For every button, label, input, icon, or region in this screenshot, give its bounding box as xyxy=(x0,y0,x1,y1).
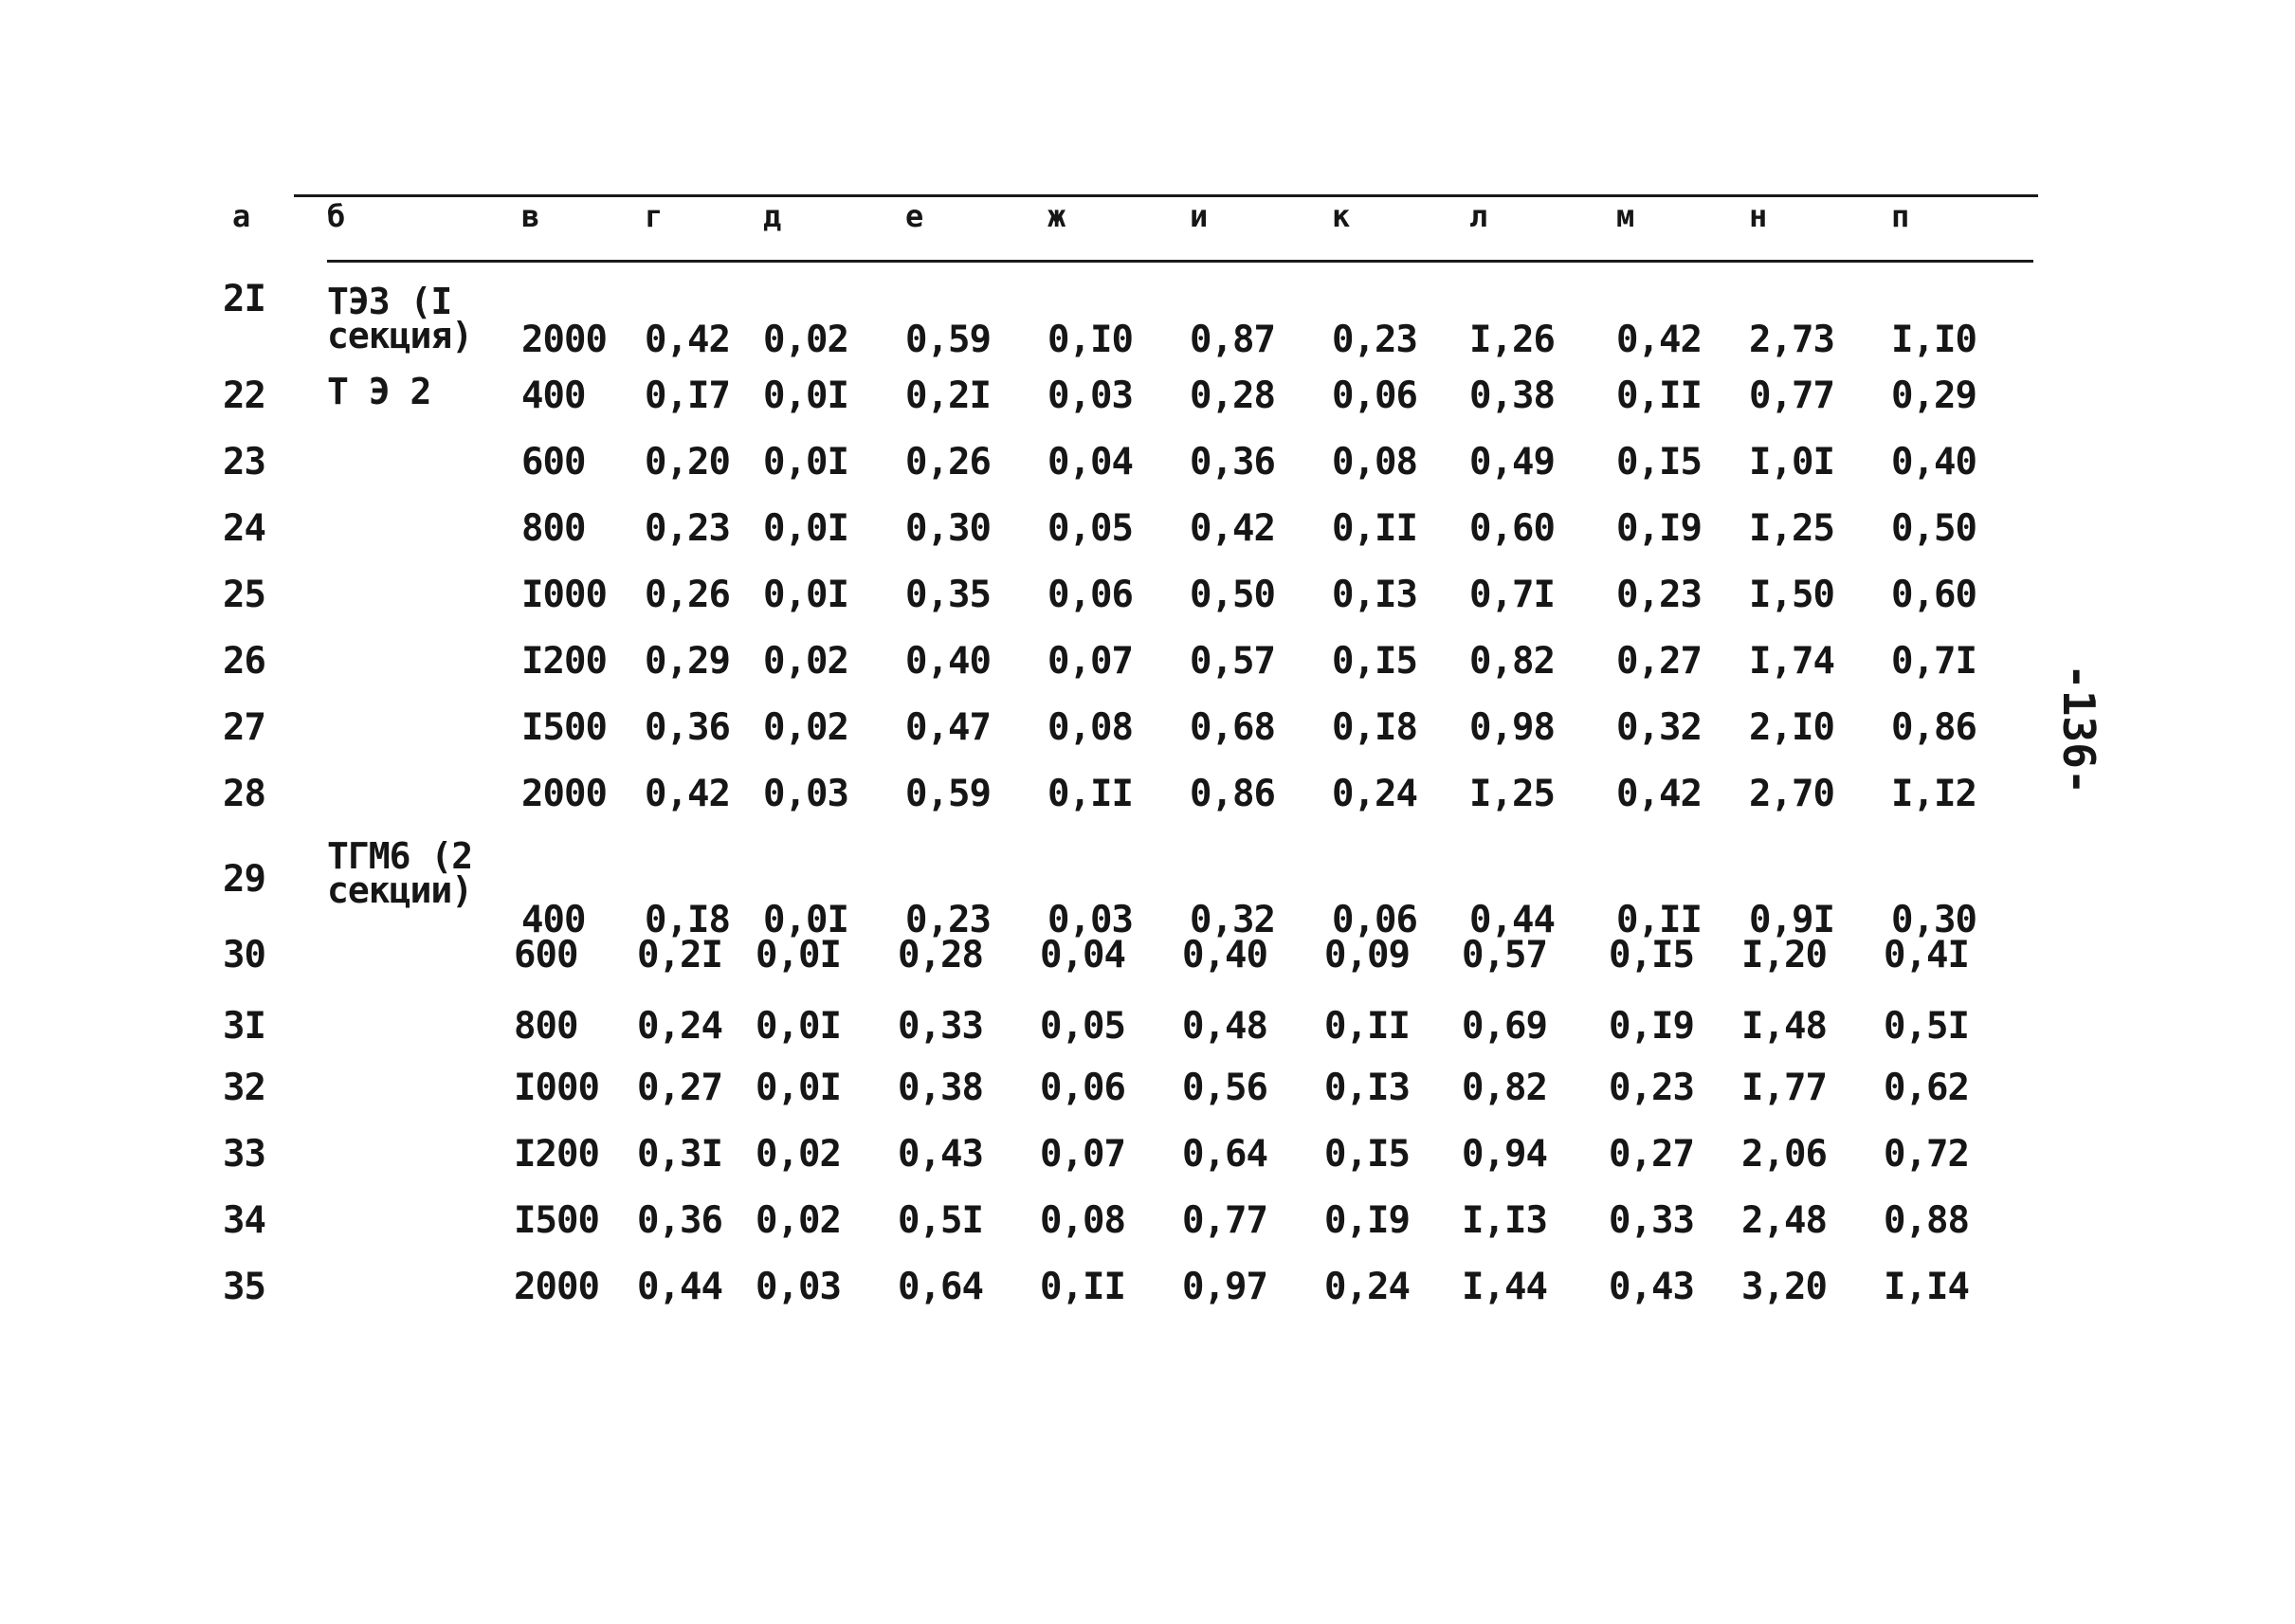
row-number: 24 xyxy=(223,507,265,550)
row-number: 29 xyxy=(223,858,265,901)
row-number: 25 xyxy=(223,574,265,616)
column-header-e: д xyxy=(763,198,781,234)
table-cell-e: 0,0I xyxy=(763,441,848,484)
table-cell-g: 0,03 xyxy=(1047,374,1133,417)
table-cell-l: 2,I0 xyxy=(1749,706,1834,749)
table-cell-f: 0,26 xyxy=(905,441,991,484)
table-cell-g: 0,06 xyxy=(1040,1067,1125,1109)
table-cell-j: I,25 xyxy=(1469,773,1555,815)
table-cell-h: 0,48 xyxy=(1182,1005,1267,1048)
table-cell-f: 0,59 xyxy=(905,773,991,815)
table-cell-d: 0,26 xyxy=(645,574,730,616)
table-cell-e: 0,0I xyxy=(756,934,841,976)
table-cell-c: 400 xyxy=(521,899,586,941)
table-cell-h: 0,64 xyxy=(1182,1133,1267,1176)
table-cell-g: 0,05 xyxy=(1047,507,1133,550)
table-cell-m: 0,30 xyxy=(1891,899,1976,941)
table-cell-f: 0,40 xyxy=(905,640,991,683)
table-cell-k: 0,I5 xyxy=(1616,441,1702,484)
table-cell-d: 0,3I xyxy=(637,1133,722,1176)
table-cell-h: 0,56 xyxy=(1182,1067,1267,1109)
table-cell-i: 0,I5 xyxy=(1324,1133,1410,1176)
table-cell-h: 0,28 xyxy=(1190,374,1275,417)
table-cell-m: 0,4I xyxy=(1884,934,1969,976)
table-cell-k: 0,43 xyxy=(1609,1266,1694,1308)
table-cell-m: I,I4 xyxy=(1884,1266,1969,1308)
table-cell-d: 0,I8 xyxy=(645,899,730,941)
table-cell-f: 0,43 xyxy=(898,1133,983,1176)
table-cell-i: 0,24 xyxy=(1324,1266,1410,1308)
table-cell-k: 0,II xyxy=(1616,899,1702,941)
table-cell-h: 0,50 xyxy=(1190,574,1275,616)
table-cell-d: 0,42 xyxy=(645,773,730,815)
table-top-rule xyxy=(294,194,2038,197)
table-cell-f: 0,5I xyxy=(898,1199,983,1242)
row-number: 32 xyxy=(223,1067,265,1109)
table-cell-e: 0,0I xyxy=(763,507,848,550)
table-cell-c: I200 xyxy=(514,1133,599,1176)
table-cell-d: 0,44 xyxy=(637,1266,722,1308)
table-cell-g: 0,07 xyxy=(1047,640,1133,683)
table-cell-d: 0,36 xyxy=(645,706,730,749)
table-cell-g: 0,08 xyxy=(1040,1199,1125,1242)
table-cell-h: 0,87 xyxy=(1190,319,1275,361)
table-cell-k: 0,23 xyxy=(1609,1067,1694,1109)
table-cell-c: 600 xyxy=(521,441,586,484)
table-cell-g: 0,I0 xyxy=(1047,319,1133,361)
table-cell-l: 2,06 xyxy=(1741,1133,1827,1176)
table-cell-l: 2,73 xyxy=(1749,319,1834,361)
table-cell-m: I,I0 xyxy=(1891,319,1976,361)
table-cell-k: 0,II xyxy=(1616,374,1702,417)
table-cell-j: 0,57 xyxy=(1462,934,1547,976)
table-cell-f: 0,47 xyxy=(905,706,991,749)
table-cell-k: 0,I5 xyxy=(1609,934,1694,976)
table-cell-e: 0,0I xyxy=(763,374,848,417)
column-header-c: в xyxy=(521,198,539,234)
table-cell-g: 0,06 xyxy=(1047,574,1133,616)
table-cell-l: I,20 xyxy=(1741,934,1827,976)
table-cell-e: 0,03 xyxy=(763,773,848,815)
column-header-m: п xyxy=(1891,198,1909,234)
table-cell-h: 0,36 xyxy=(1190,441,1275,484)
table-cell-i: 0,06 xyxy=(1332,899,1417,941)
table-cell-g: 0,II xyxy=(1047,773,1133,815)
table-cell-j: 0,44 xyxy=(1469,899,1555,941)
table-cell-h: 0,40 xyxy=(1182,934,1267,976)
row-number: 35 xyxy=(223,1266,265,1308)
table-cell-m: 0,5I xyxy=(1884,1005,1969,1048)
table-cell-c: I000 xyxy=(514,1067,599,1109)
table-cell-k: 0,I9 xyxy=(1609,1005,1694,1048)
table-cell-h: 0,68 xyxy=(1190,706,1275,749)
table-cell-l: 2,70 xyxy=(1749,773,1834,815)
table-cell-d: 0,I7 xyxy=(645,374,730,417)
table-cell-c: 600 xyxy=(514,934,578,976)
table-cell-f: 0,59 xyxy=(905,319,991,361)
table-cell-c: I500 xyxy=(514,1199,599,1242)
table-cell-g: 0,07 xyxy=(1040,1133,1125,1176)
table-cell-c: I500 xyxy=(521,706,607,749)
table-cell-m: 0,88 xyxy=(1884,1199,1969,1242)
table-cell-m: 0,72 xyxy=(1884,1133,1969,1176)
table-cell-i: 0,I8 xyxy=(1332,706,1417,749)
table-cell-e: 0,03 xyxy=(756,1266,841,1308)
table-cell-h: 0,77 xyxy=(1182,1199,1267,1242)
table-cell-f: 0,30 xyxy=(905,507,991,550)
table-cell-g: 0,04 xyxy=(1047,441,1133,484)
table-cell-j: 0,69 xyxy=(1462,1005,1547,1048)
row-number: 34 xyxy=(223,1199,265,1242)
table-cell-i: 0,I5 xyxy=(1332,640,1417,683)
table-cell-e: 0,0I xyxy=(756,1067,841,1109)
table-cell-c: 2000 xyxy=(521,773,607,815)
table-cell-f: 0,23 xyxy=(905,899,991,941)
table-cell-f: 0,64 xyxy=(898,1266,983,1308)
table-cell-d: 0,36 xyxy=(637,1199,722,1242)
row-number: 30 xyxy=(223,934,265,976)
table-cell-d: 0,2I xyxy=(637,934,722,976)
table-cell-i: 0,II xyxy=(1324,1005,1410,1048)
table-cell-k: 0,33 xyxy=(1609,1199,1694,1242)
table-header-rule xyxy=(327,260,2033,263)
row-number: 3I xyxy=(223,1005,265,1048)
table-cell-m: 0,50 xyxy=(1891,507,1976,550)
table-cell-d: 0,27 xyxy=(637,1067,722,1109)
table-cell-l: I,25 xyxy=(1749,507,1834,550)
table-cell-d: 0,20 xyxy=(645,441,730,484)
table-cell-e: 0,02 xyxy=(756,1133,841,1176)
table-cell-g: 0,05 xyxy=(1040,1005,1125,1048)
table-cell-i: 0,I3 xyxy=(1324,1067,1410,1109)
column-header-k: м xyxy=(1616,198,1634,234)
table-cell-j: 0,38 xyxy=(1469,374,1555,417)
table-cell-c: 2000 xyxy=(514,1266,599,1308)
table-cell-k: 0,42 xyxy=(1616,773,1702,815)
table-cell-j: I,26 xyxy=(1469,319,1555,361)
table-cell-i: 0,23 xyxy=(1332,319,1417,361)
table-cell-c: 800 xyxy=(521,507,586,550)
table-cell-h: 0,42 xyxy=(1190,507,1275,550)
column-header-j: л xyxy=(1469,198,1487,234)
table-cell-e: 0,02 xyxy=(763,640,848,683)
table-cell-i: 0,II xyxy=(1332,507,1417,550)
table-cell-k: 0,I9 xyxy=(1616,507,1702,550)
equipment-label: Т Э 2 xyxy=(327,371,431,412)
column-header-l: н xyxy=(1749,198,1767,234)
table-cell-h: 0,86 xyxy=(1190,773,1275,815)
table-cell-j: I,44 xyxy=(1462,1266,1547,1308)
row-number: 26 xyxy=(223,640,265,683)
column-header-g: ж xyxy=(1047,198,1066,234)
equipment-label: ТЭЗ (I секция) xyxy=(327,281,473,356)
table-cell-f: 0,28 xyxy=(898,934,983,976)
row-number: 22 xyxy=(223,374,265,417)
table-cell-m: 0,86 xyxy=(1891,706,1976,749)
table-cell-k: 0,23 xyxy=(1616,574,1702,616)
table-cell-j: 0,98 xyxy=(1469,706,1555,749)
table-cell-g: 0,II xyxy=(1040,1266,1125,1308)
table-cell-i: 0,I9 xyxy=(1324,1199,1410,1242)
table-cell-e: 0,0I xyxy=(763,574,848,616)
table-cell-d: 0,29 xyxy=(645,640,730,683)
table-cell-c: I200 xyxy=(521,640,607,683)
table-cell-e: 0,0I xyxy=(756,1005,841,1048)
row-number: 2I xyxy=(223,278,265,320)
row-number: 28 xyxy=(223,773,265,815)
table-cell-l: I,77 xyxy=(1741,1067,1827,1109)
table-cell-j: 0,82 xyxy=(1462,1067,1547,1109)
table-cell-l: 0,9I xyxy=(1749,899,1834,941)
column-header-d: г xyxy=(645,198,663,234)
table-cell-j: 0,60 xyxy=(1469,507,1555,550)
table-cell-l: I,74 xyxy=(1749,640,1834,683)
page-number: -136- xyxy=(2053,664,2104,795)
table-cell-i: 0,09 xyxy=(1324,934,1410,976)
column-header-i: к xyxy=(1332,198,1350,234)
table-cell-j: 0,94 xyxy=(1462,1133,1547,1176)
row-number: 27 xyxy=(223,706,265,749)
table-cell-c: 800 xyxy=(514,1005,578,1048)
column-header-b: б xyxy=(327,198,345,234)
table-cell-h: 0,97 xyxy=(1182,1266,1267,1308)
table-cell-l: I,50 xyxy=(1749,574,1834,616)
table-cell-e: 0,02 xyxy=(756,1199,841,1242)
table-cell-k: 0,32 xyxy=(1616,706,1702,749)
table-cell-d: 0,42 xyxy=(645,319,730,361)
table-cell-m: 0,7I xyxy=(1891,640,1976,683)
column-header-a: а xyxy=(232,198,250,234)
table-cell-l: 0,77 xyxy=(1749,374,1834,417)
table-cell-k: 0,27 xyxy=(1616,640,1702,683)
table-cell-m: I,I2 xyxy=(1891,773,1976,815)
table-cell-l: 2,48 xyxy=(1741,1199,1827,1242)
table-cell-i: 0,24 xyxy=(1332,773,1417,815)
table-cell-d: 0,24 xyxy=(637,1005,722,1048)
table-cell-k: 0,27 xyxy=(1609,1133,1694,1176)
table-cell-m: 0,29 xyxy=(1891,374,1976,417)
table-cell-f: 0,35 xyxy=(905,574,991,616)
table-cell-h: 0,57 xyxy=(1190,640,1275,683)
table-cell-e: 0,02 xyxy=(763,319,848,361)
table-cell-j: 0,82 xyxy=(1469,640,1555,683)
table-cell-k: 0,42 xyxy=(1616,319,1702,361)
table-cell-e: 0,02 xyxy=(763,706,848,749)
table-cell-j: 0,49 xyxy=(1469,441,1555,484)
table-cell-i: 0,06 xyxy=(1332,374,1417,417)
table-cell-c: I000 xyxy=(521,574,607,616)
table-cell-h: 0,32 xyxy=(1190,899,1275,941)
table-cell-g: 0,03 xyxy=(1047,899,1133,941)
table-cell-i: 0,08 xyxy=(1332,441,1417,484)
table-cell-c: 2000 xyxy=(521,319,607,361)
table-cell-d: 0,23 xyxy=(645,507,730,550)
table-cell-i: 0,I3 xyxy=(1332,574,1417,616)
table-cell-l: I,48 xyxy=(1741,1005,1827,1048)
equipment-label: ТГМ6 (2 секции) xyxy=(327,835,473,911)
table-cell-l: I,0I xyxy=(1749,441,1834,484)
table-cell-j: I,I3 xyxy=(1462,1199,1547,1242)
table-cell-j: 0,7I xyxy=(1469,574,1555,616)
table-cell-g: 0,08 xyxy=(1047,706,1133,749)
table-cell-m: 0,62 xyxy=(1884,1067,1969,1109)
table-cell-f: 0,2I xyxy=(905,374,991,417)
table-cell-f: 0,33 xyxy=(898,1005,983,1048)
column-header-h: и xyxy=(1190,198,1208,234)
table-cell-f: 0,38 xyxy=(898,1067,983,1109)
column-header-f: е xyxy=(905,198,923,234)
row-number: 33 xyxy=(223,1133,265,1176)
table-cell-e: 0,0I xyxy=(763,899,848,941)
table-cell-m: 0,40 xyxy=(1891,441,1976,484)
table-cell-c: 400 xyxy=(521,374,586,417)
table-cell-m: 0,60 xyxy=(1891,574,1976,616)
table-cell-g: 0,04 xyxy=(1040,934,1125,976)
row-number: 23 xyxy=(223,441,265,484)
table-cell-l: 3,20 xyxy=(1741,1266,1827,1308)
